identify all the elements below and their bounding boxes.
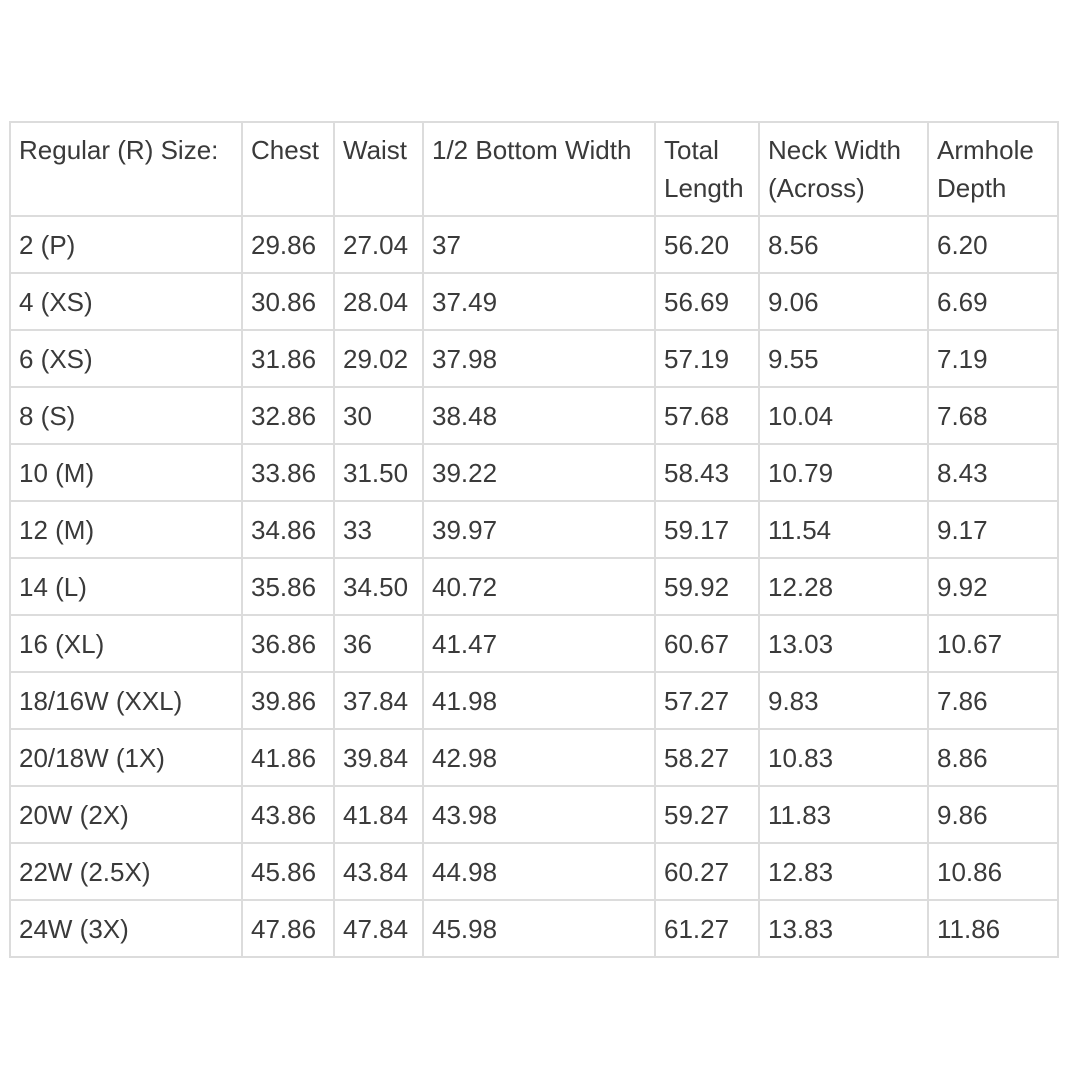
waist-cell: 30 bbox=[334, 387, 423, 444]
header-armhole-depth bbox=[928, 122, 1058, 216]
waist-cell: 39.84 bbox=[334, 729, 423, 786]
waist-cell: 37.84 bbox=[334, 672, 423, 729]
size-cell: 10 (M) bbox=[10, 444, 242, 501]
neck-width-cell: 9.83 bbox=[759, 672, 928, 729]
size-cell: 2 (P) bbox=[10, 216, 242, 273]
header-line: Chest bbox=[251, 135, 319, 165]
neck-width-cell: 12.28 bbox=[759, 558, 928, 615]
armhole-depth-cell: 10.67 bbox=[928, 615, 1058, 672]
table-row bbox=[10, 900, 1058, 957]
header-total-length bbox=[655, 122, 759, 216]
table-row bbox=[10, 330, 1058, 387]
header-line: Neck Width bbox=[768, 135, 901, 165]
armhole-depth-cell: 7.86 bbox=[928, 672, 1058, 729]
total-length-cell: 56.69 bbox=[655, 273, 759, 330]
neck-width-cell: 11.83 bbox=[759, 786, 928, 843]
size-cell: 14 (L) bbox=[10, 558, 242, 615]
table-row bbox=[10, 216, 1058, 273]
armhole-depth-cell: 9.86 bbox=[928, 786, 1058, 843]
half-bottom-width-cell: 44.98 bbox=[423, 843, 655, 900]
size-cell: 16 (XL) bbox=[10, 615, 242, 672]
header-half-bottom-width bbox=[423, 122, 655, 216]
half-bottom-width-cell: 45.98 bbox=[423, 900, 655, 957]
table-row bbox=[10, 444, 1058, 501]
chest-cell: 41.86 bbox=[242, 729, 334, 786]
total-length-cell: 57.19 bbox=[655, 330, 759, 387]
half-bottom-width-cell: 39.22 bbox=[423, 444, 655, 501]
header-line: (Across) bbox=[768, 173, 865, 203]
chest-cell: 29.86 bbox=[242, 216, 334, 273]
half-bottom-width-cell: 41.98 bbox=[423, 672, 655, 729]
waist-cell: 33 bbox=[334, 501, 423, 558]
armhole-depth-cell: 8.86 bbox=[928, 729, 1058, 786]
size-cell: 22W (2.5X) bbox=[10, 843, 242, 900]
table-row bbox=[10, 273, 1058, 330]
size-cell: 20/18W (1X) bbox=[10, 729, 242, 786]
half-bottom-width-cell: 37 bbox=[423, 216, 655, 273]
total-length-cell: 59.17 bbox=[655, 501, 759, 558]
size-cell: 4 (XS) bbox=[10, 273, 242, 330]
header-line: 1/2 Bottom Width bbox=[432, 135, 632, 165]
chest-cell: 45.86 bbox=[242, 843, 334, 900]
total-length-cell: 58.43 bbox=[655, 444, 759, 501]
armhole-depth-cell: 10.86 bbox=[928, 843, 1058, 900]
neck-width-cell: 9.55 bbox=[759, 330, 928, 387]
chest-cell: 31.86 bbox=[242, 330, 334, 387]
half-bottom-width-cell: 43.98 bbox=[423, 786, 655, 843]
size-cell: 24W (3X) bbox=[10, 900, 242, 957]
waist-cell: 29.02 bbox=[334, 330, 423, 387]
chest-cell: 36.86 bbox=[242, 615, 334, 672]
header-line: Waist bbox=[343, 135, 408, 165]
total-length-cell: 60.67 bbox=[655, 615, 759, 672]
waist-cell: 36 bbox=[334, 615, 423, 672]
total-length-cell: 60.27 bbox=[655, 843, 759, 900]
header-chest bbox=[242, 122, 334, 216]
table-row bbox=[10, 729, 1058, 786]
armhole-depth-cell: 7.19 bbox=[928, 330, 1058, 387]
size-cell: 18/16W (XXL) bbox=[10, 672, 242, 729]
half-bottom-width-cell: 38.48 bbox=[423, 387, 655, 444]
waist-cell: 31.50 bbox=[334, 444, 423, 501]
waist-cell: 43.84 bbox=[334, 843, 423, 900]
header-neck-width bbox=[759, 122, 928, 216]
waist-cell: 41.84 bbox=[334, 786, 423, 843]
neck-width-cell: 11.54 bbox=[759, 501, 928, 558]
table-row bbox=[10, 615, 1058, 672]
total-length-cell: 57.27 bbox=[655, 672, 759, 729]
chest-cell: 47.86 bbox=[242, 900, 334, 957]
size-cell: 12 (M) bbox=[10, 501, 242, 558]
total-length-cell: 59.92 bbox=[655, 558, 759, 615]
table-row bbox=[10, 558, 1058, 615]
neck-width-cell: 10.79 bbox=[759, 444, 928, 501]
table-row bbox=[10, 387, 1058, 444]
half-bottom-width-cell: 41.47 bbox=[423, 615, 655, 672]
armhole-depth-cell: 9.92 bbox=[928, 558, 1058, 615]
armhole-depth-cell: 6.20 bbox=[928, 216, 1058, 273]
header-waist bbox=[334, 122, 423, 216]
table-body bbox=[10, 216, 1058, 957]
total-length-cell: 56.20 bbox=[655, 216, 759, 273]
neck-width-cell: 9.06 bbox=[759, 273, 928, 330]
neck-width-cell: 13.03 bbox=[759, 615, 928, 672]
size-cell: 6 (XS) bbox=[10, 330, 242, 387]
chest-cell: 30.86 bbox=[242, 273, 334, 330]
size-chart-table bbox=[9, 121, 1059, 958]
neck-width-cell: 10.83 bbox=[759, 729, 928, 786]
chest-cell: 35.86 bbox=[242, 558, 334, 615]
armhole-depth-cell: 6.69 bbox=[928, 273, 1058, 330]
table-row bbox=[10, 672, 1058, 729]
header-line: Armhole bbox=[937, 135, 1034, 165]
chest-cell: 39.86 bbox=[242, 672, 334, 729]
half-bottom-width-cell: 39.97 bbox=[423, 501, 655, 558]
size-cell: 20W (2X) bbox=[10, 786, 242, 843]
half-bottom-width-cell: 37.49 bbox=[423, 273, 655, 330]
total-length-cell: 61.27 bbox=[655, 900, 759, 957]
armhole-depth-cell: 7.68 bbox=[928, 387, 1058, 444]
waist-cell: 47.84 bbox=[334, 900, 423, 957]
header-line: Depth bbox=[937, 173, 1007, 203]
chest-cell: 43.86 bbox=[242, 786, 334, 843]
waist-cell: 34.50 bbox=[334, 558, 423, 615]
total-length-cell: 57.68 bbox=[655, 387, 759, 444]
half-bottom-width-cell: 42.98 bbox=[423, 729, 655, 786]
waist-cell: 28.04 bbox=[334, 273, 423, 330]
waist-cell: 27.04 bbox=[334, 216, 423, 273]
armhole-depth-cell: 9.17 bbox=[928, 501, 1058, 558]
chest-cell: 34.86 bbox=[242, 501, 334, 558]
table-header-row bbox=[10, 122, 1058, 216]
armhole-depth-cell: 11.86 bbox=[928, 900, 1058, 957]
neck-width-cell: 13.83 bbox=[759, 900, 928, 957]
half-bottom-width-cell: 37.98 bbox=[423, 330, 655, 387]
table-row bbox=[10, 501, 1058, 558]
header-size bbox=[10, 122, 242, 216]
table-row bbox=[10, 843, 1058, 900]
table-row bbox=[10, 786, 1058, 843]
neck-width-cell: 12.83 bbox=[759, 843, 928, 900]
header-line: Regular (R) Size: bbox=[19, 135, 219, 165]
size-cell: 8 (S) bbox=[10, 387, 242, 444]
total-length-cell: 59.27 bbox=[655, 786, 759, 843]
chest-cell: 33.86 bbox=[242, 444, 334, 501]
header-line: Length bbox=[664, 173, 744, 203]
armhole-depth-cell: 8.43 bbox=[928, 444, 1058, 501]
chest-cell: 32.86 bbox=[242, 387, 334, 444]
neck-width-cell: 10.04 bbox=[759, 387, 928, 444]
header-line: Total bbox=[664, 135, 719, 165]
half-bottom-width-cell: 40.72 bbox=[423, 558, 655, 615]
neck-width-cell: 8.56 bbox=[759, 216, 928, 273]
total-length-cell: 58.27 bbox=[655, 729, 759, 786]
